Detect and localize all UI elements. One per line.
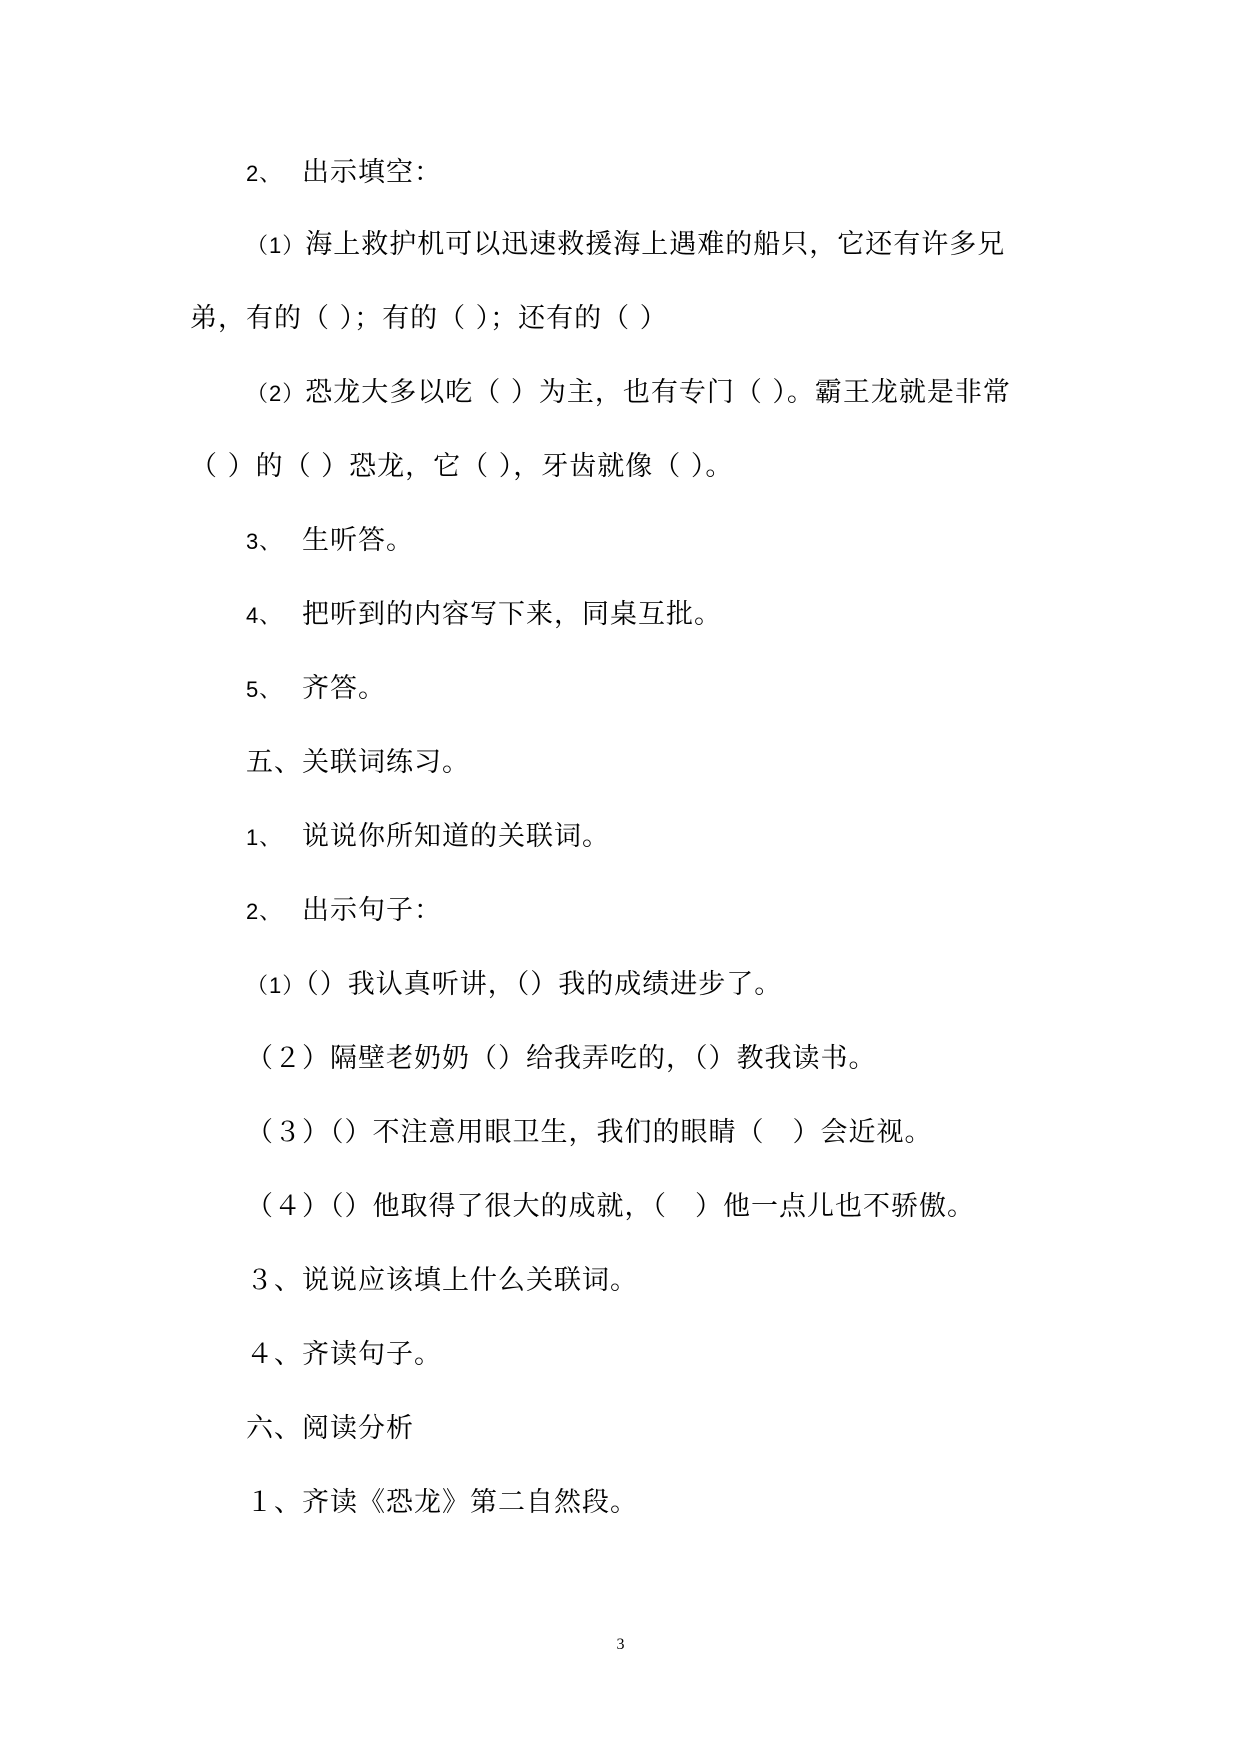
item-text: 说说你所知道的关联词。 [302,821,610,852]
section-heading-6 [246,1412,414,1446]
sentence-text: （２）隔壁老奶奶（）给我弄吃的，（）教我读书。 [246,1043,877,1074]
conjunction-step-3 [246,1264,638,1298]
question-text: 海上救护机可以迅速救援海上遇难的船只，它还有许多兄 [305,229,1006,260]
blank-question-1-line-1 [246,228,1005,263]
fill-blank-heading [246,156,442,191]
conjunction-step-1 [246,820,610,855]
sentence-4 [246,1190,975,1224]
question-text: （ ）的（ ）恐龙，它（ ），牙齿就像（ ）。 [190,451,734,482]
step-4 [246,598,722,633]
section-title: 六、阅读分析 [246,1413,414,1444]
conjunction-step-2 [246,894,442,929]
sentence-1 [246,968,782,1003]
reading-step-1 [246,1486,638,1520]
sentence-text: （）我认真听讲，（）我的成绩进步了。 [305,969,783,1000]
sentence-2 [246,1042,877,1076]
item-text: 齐答。 [302,673,386,704]
item-text: 出示句子： [302,895,442,926]
item-text: 生听答。 [302,525,414,556]
item-number: 4、 [246,603,283,628]
conjunction-step-4 [246,1338,442,1372]
item-text: ３、说说应该填上什么关联词。 [246,1265,638,1296]
blank-question-2-line-1 [246,376,1011,411]
item-number: 2、 [246,161,283,186]
question-text: 弟，有的（ ）；有的（ ）；还有的（ ） [190,303,668,334]
step-3 [246,524,414,559]
section-title: 五、关联词练习。 [246,747,470,778]
blank-question-2-line-2 [190,450,733,484]
item-number: 5、 [246,677,283,702]
section-heading-5 [246,746,470,780]
blank-question-1-line-2 [190,302,668,336]
item-number: 2、 [246,899,283,924]
item-number: 3、 [246,529,283,554]
page-number: 3 [616,1636,625,1653]
sentence-text: （４）（）他取得了很大的成就，（ ）他一点儿也不骄傲。 [246,1191,975,1222]
item-text: １、齐读《恐龙》第二自然段。 [246,1487,638,1518]
sentence-number: （1） [246,973,306,998]
item-text: 把听到的内容写下来，同桌互批。 [302,599,722,630]
question-text: 恐龙大多以吃（ ）为主，也有专门（ ）。霸王龙就是非常 [305,377,1011,408]
step-5 [246,672,386,707]
sentence-text: （３）（）不注意用眼卫生，我们的眼睛（ ）会近视。 [246,1117,933,1148]
item-text: 出示填空： [302,157,442,188]
item-number: 1、 [246,825,283,850]
item-text: ４、齐读句子。 [246,1339,442,1370]
sentence-3 [246,1116,933,1150]
question-number: （1） [246,233,306,258]
question-number: （2） [246,381,306,406]
